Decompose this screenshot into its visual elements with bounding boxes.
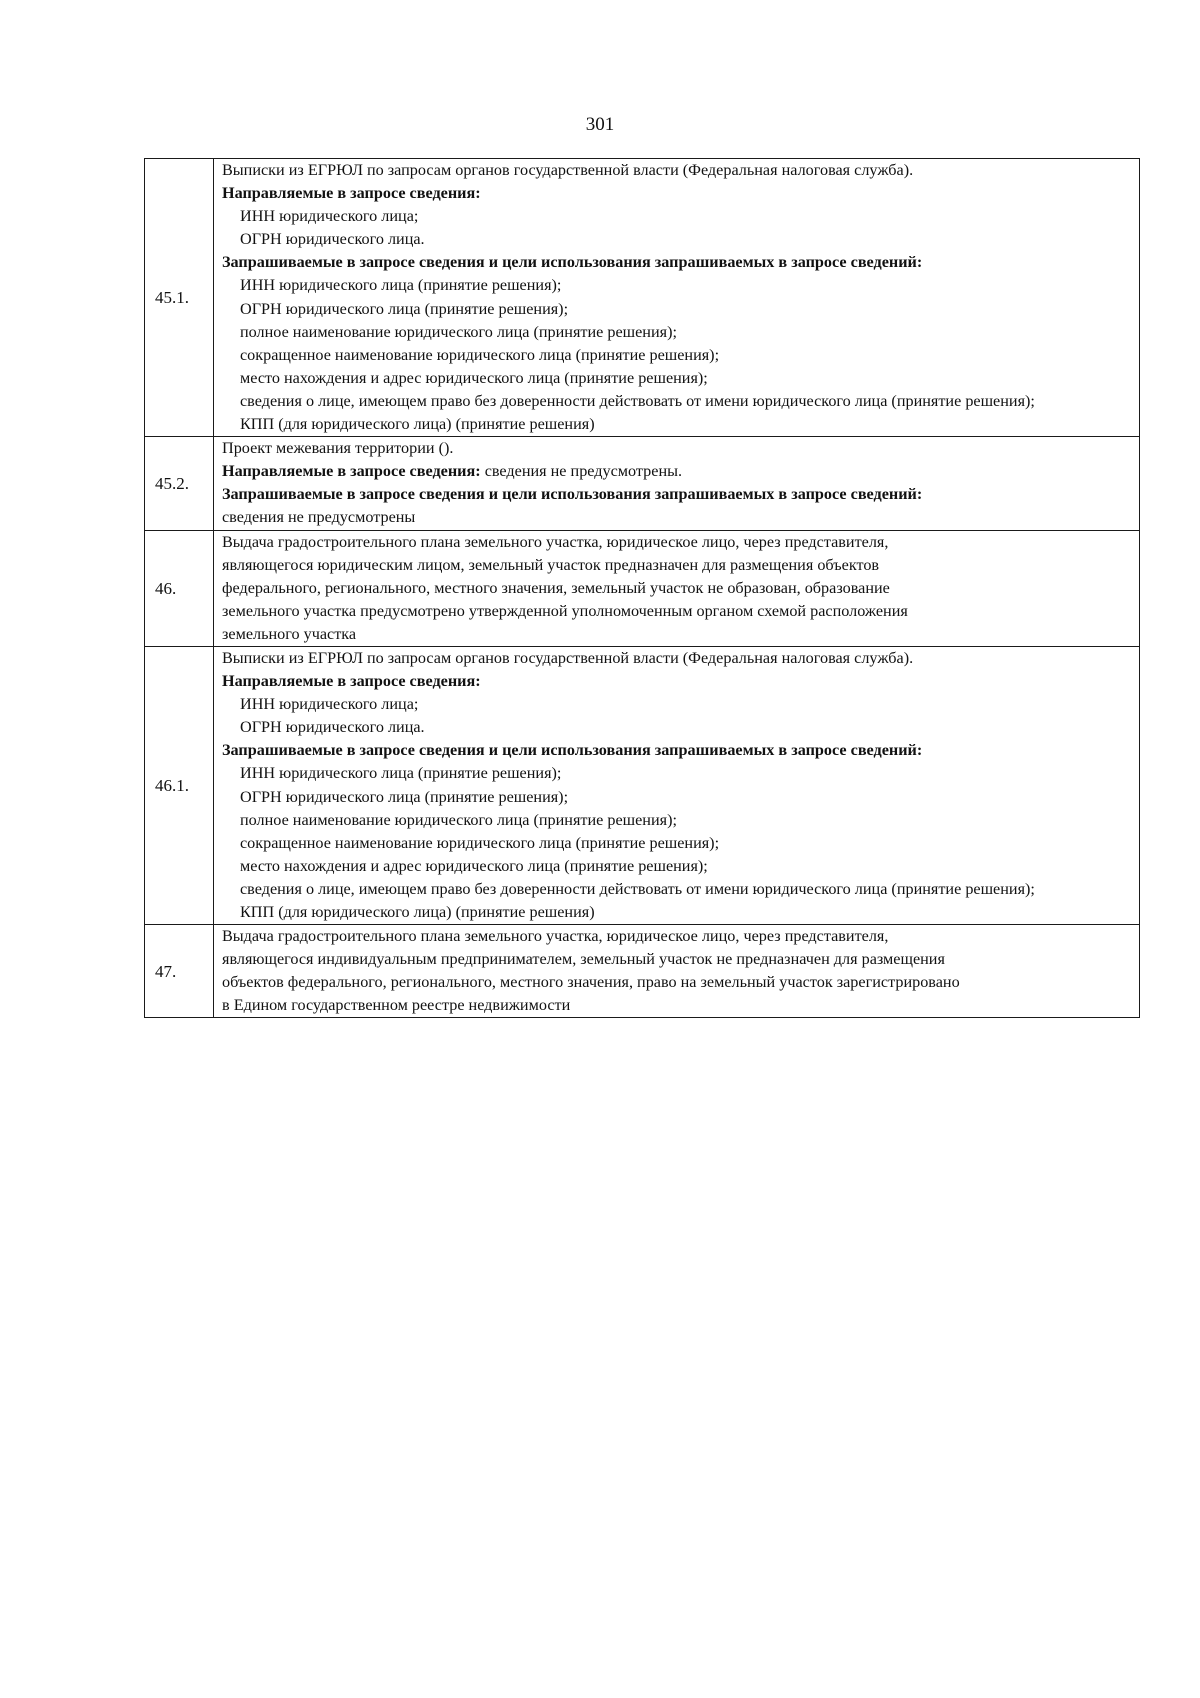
- list-item: сокращенное наименование юридического лица (принятие решения);: [240, 833, 720, 852]
- table-row: [145, 925, 1140, 1018]
- section-heading: Направляемые в запросе сведения:: [222, 672, 481, 691]
- row-number: 45.1.: [145, 159, 214, 437]
- section-heading: Направляемые в запросе сведения:: [222, 462, 481, 481]
- row-number: 46.1.: [145, 646, 214, 924]
- text-line: Выписки из ЕГРЮЛ по запросам органов государственной власти (Федеральная налоговая служба).: [222, 161, 914, 179]
- list-item: полное наименование юридического лица (принятие решения);: [240, 322, 677, 341]
- text-fragment: сведения не предусмотрены.: [480, 462, 683, 481]
- text-line: сведения не предусмотрены: [222, 508, 416, 527]
- list-item: полное наименование юридического лица (принятие решения);: [240, 810, 677, 829]
- table-row: [145, 530, 1140, 646]
- document-table: [144, 158, 1140, 1018]
- section-heading: Запрашиваемые в запросе сведения и цели использования запрашиваемых в запросе сведений:: [222, 741, 923, 760]
- text-line: являющегося индивидуальным предпринимателем, земельный участок не предназначен для размещения: [222, 950, 945, 969]
- text-line: земельного участка: [222, 624, 357, 643]
- table-row: [145, 646, 1140, 924]
- list-item: ИНН юридического лица;: [240, 207, 419, 226]
- section-heading: Запрашиваемые в запросе сведения и цели использования запрашиваемых в запросе сведений:: [222, 485, 923, 504]
- list-item: сведения о лице, имеющем право без доверенности действовать от имени юридического лица (принятие решения);: [240, 879, 1035, 898]
- row-number: 47.: [145, 925, 214, 1018]
- list-item: ОГРН юридического лица (принятие решения);: [240, 787, 569, 806]
- list-item: место нахождения и адрес юридического лица (принятие решения);: [240, 856, 708, 875]
- section-heading: Направляемые в запросе сведения:: [222, 184, 481, 203]
- list-item: КПП (для юридического лица) (принятие решения): [240, 415, 595, 434]
- text-line: являющегося юридическим лицом, земельный участок предназначен для размещения объектов: [222, 555, 880, 574]
- text-line: земельного участка предусмотрено утвержденной уполномоченным органом схемой расположения: [222, 601, 908, 620]
- text-line: Выписки из ЕГРЮЛ по запросам органов государственной власти (Федеральная налоговая служба).: [222, 648, 914, 667]
- page-number: 301: [585, 114, 615, 135]
- list-item: КПП (для юридического лица) (принятие решения): [240, 903, 595, 921]
- row-number: 45.2.: [145, 437, 214, 530]
- text-line: федерального, регионального, местного значения, земельный участок не образован, образование: [222, 578, 890, 597]
- row-content: [214, 646, 1140, 924]
- section-heading: Запрашиваемые в запросе сведения и цели использования запрашиваемых в запросе сведений:: [222, 253, 923, 272]
- table-row: [145, 437, 1140, 530]
- list-item: ОГРН юридического лица.: [240, 718, 425, 737]
- row-content: [214, 530, 1140, 646]
- row-content: [214, 437, 1140, 530]
- text-line: Выдача градостроительного плана земельного участка, юридическое лицо, через представителя,: [222, 927, 889, 946]
- table-row: [145, 159, 1140, 437]
- list-item: место нахождения и адрес юридического лица (принятие решения);: [240, 368, 708, 387]
- list-item: ИНН юридического лица;: [240, 695, 419, 714]
- row-content: [214, 925, 1140, 1018]
- list-item: ИНН юридического лица (принятие решения);: [240, 764, 562, 783]
- list-item: сокращенное наименование юридического лица (принятие решения);: [240, 345, 720, 364]
- list-item: ОГРН юридического лица (принятие решения);: [240, 299, 569, 318]
- text-line: Выдача градостроительного плана земельного участка, юридическое лицо, через представителя,: [222, 532, 889, 551]
- row-content: [214, 159, 1140, 437]
- text-line: [222, 460, 1133, 483]
- row-number: 46.: [145, 530, 214, 646]
- text-line: объектов федерального, регионального, местного значения, право на земельный участок зарегистрировано: [222, 973, 960, 992]
- list-item: сведения о лице, имеющем право без доверенности действовать от имени юридического лица (принятие решения);: [240, 391, 1035, 410]
- list-item: ИНН юридического лица (принятие решения);: [240, 276, 562, 295]
- text-line: в Едином государственном реестре недвижимости: [222, 996, 571, 1015]
- list-item: ОГРН юридического лица.: [240, 230, 425, 249]
- text-line: Проект межевания территории ().: [222, 439, 454, 458]
